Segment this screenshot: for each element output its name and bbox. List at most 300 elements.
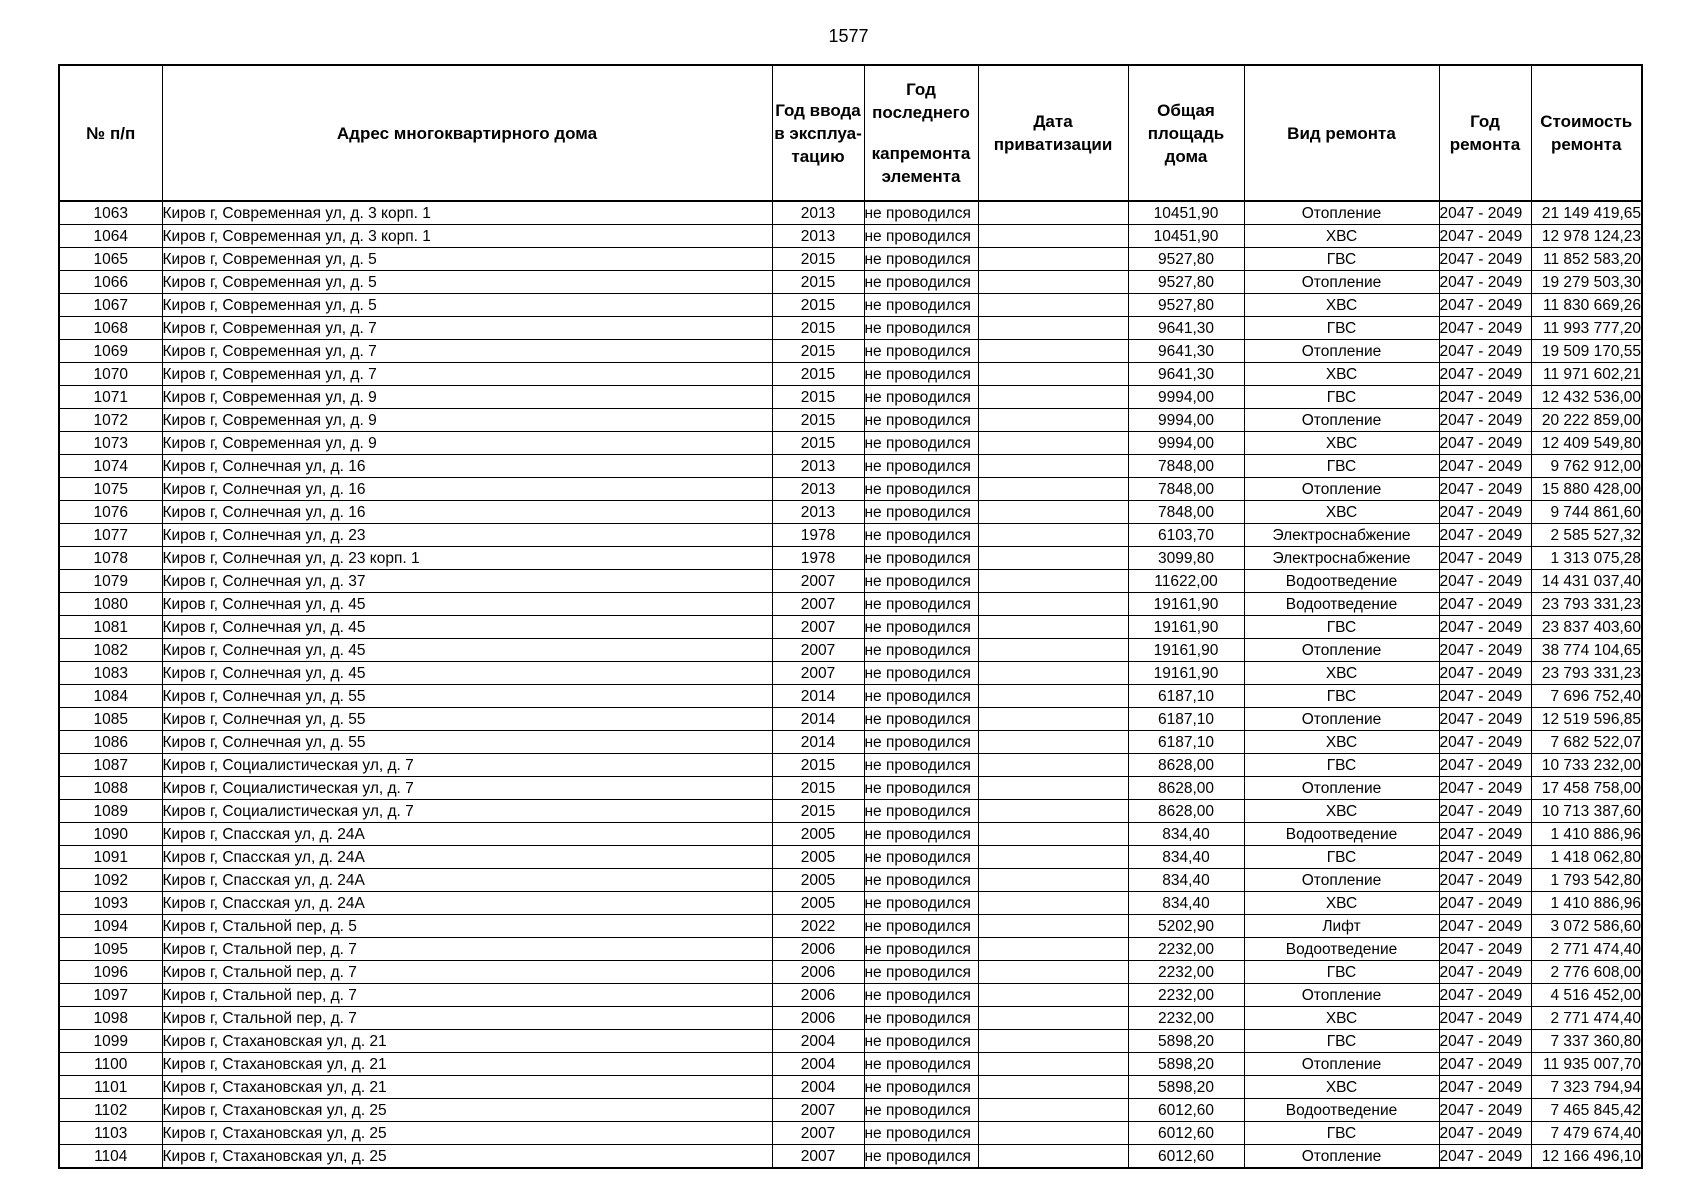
cell-repair-year: 2047 - 2049 (1439, 340, 1531, 363)
cell-area: 834,40 (1128, 869, 1244, 892)
cell-year-built: 2013 (772, 455, 864, 478)
cell-year-built: 2015 (772, 317, 864, 340)
cell-privatization (978, 1007, 1128, 1030)
cell-cost: 38 774 104,65 (1531, 639, 1642, 662)
table-row (59, 363, 1642, 386)
table-row (59, 823, 1642, 846)
cell-area: 8628,00 (1128, 800, 1244, 823)
cell-repair-year: 2047 - 2049 (1439, 823, 1531, 846)
cell-cost: 3 072 586,60 (1531, 915, 1642, 938)
cell-num: 1099 (59, 1030, 162, 1053)
cell-year-built: 2004 (772, 1053, 864, 1076)
cell-repair-type: Отопление (1244, 984, 1439, 1007)
cell-last-repair: не проводился (864, 248, 978, 271)
cell-address: Киров г, Современная ул, д. 9 (162, 386, 772, 409)
header-address: Адрес многоквартирного дома (162, 65, 772, 201)
header-last-repair-line1: Год последнего (872, 80, 970, 122)
cell-last-repair: не проводился (864, 869, 978, 892)
cell-repair-year: 2047 - 2049 (1439, 662, 1531, 685)
cell-address: Киров г, Современная ул, д. 9 (162, 432, 772, 455)
cell-address: Киров г, Современная ул, д. 3 корп. 1 (162, 201, 772, 225)
cell-cost: 12 409 549,80 (1531, 432, 1642, 455)
cell-privatization (978, 409, 1128, 432)
cell-address: Киров г, Современная ул, д. 7 (162, 317, 772, 340)
cell-repair-type: Отопление (1244, 478, 1439, 501)
cell-cost: 11 993 777,20 (1531, 317, 1642, 340)
cell-repair-year: 2047 - 2049 (1439, 754, 1531, 777)
cell-area: 5898,20 (1128, 1076, 1244, 1099)
cell-repair-type: ХВС (1244, 1076, 1439, 1099)
cell-address: Киров г, Стальной пер, д. 7 (162, 984, 772, 1007)
cell-repair-type: ГВС (1244, 846, 1439, 869)
cell-address: Киров г, Солнечная ул, д. 55 (162, 708, 772, 731)
header-row (59, 65, 1642, 201)
cell-last-repair: не проводился (864, 616, 978, 639)
cell-privatization (978, 386, 1128, 409)
cell-repair-year: 2047 - 2049 (1439, 938, 1531, 961)
cell-cost: 12 519 596,85 (1531, 708, 1642, 731)
cell-num: 1104 (59, 1145, 162, 1169)
cell-privatization (978, 201, 1128, 225)
cell-repair-year: 2047 - 2049 (1439, 225, 1531, 248)
cell-address: Киров г, Современная ул, д. 3 корп. 1 (162, 225, 772, 248)
cell-num: 1082 (59, 639, 162, 662)
table-row (59, 892, 1642, 915)
cell-repair-type: ГВС (1244, 685, 1439, 708)
cell-repair-year: 2047 - 2049 (1439, 1030, 1531, 1053)
cell-year-built: 2015 (772, 248, 864, 271)
cell-area: 5898,20 (1128, 1053, 1244, 1076)
cell-cost: 1 410 886,96 (1531, 892, 1642, 915)
cell-last-repair: не проводился (864, 961, 978, 984)
cell-num: 1102 (59, 1099, 162, 1122)
cell-address: Киров г, Стахановская ул, д. 25 (162, 1122, 772, 1145)
cell-last-repair: не проводился (864, 800, 978, 823)
cell-num: 1088 (59, 777, 162, 800)
cell-year-built: 2013 (772, 478, 864, 501)
table-row (59, 1099, 1642, 1122)
cell-area: 834,40 (1128, 892, 1244, 915)
table-row (59, 409, 1642, 432)
cell-area: 6187,10 (1128, 685, 1244, 708)
cell-repair-year: 2047 - 2049 (1439, 800, 1531, 823)
cell-repair-type: Водоотведение (1244, 938, 1439, 961)
table-row (59, 754, 1642, 777)
cell-num: 1090 (59, 823, 162, 846)
cell-privatization (978, 1076, 1128, 1099)
cell-privatization (978, 570, 1128, 593)
page-number: 1577 (828, 26, 869, 46)
cell-num: 1085 (59, 708, 162, 731)
cell-privatization (978, 616, 1128, 639)
cell-repair-year: 2047 - 2049 (1439, 984, 1531, 1007)
cell-year-built: 2006 (772, 961, 864, 984)
cell-area: 8628,00 (1128, 754, 1244, 777)
cell-num: 1072 (59, 409, 162, 432)
header-num: № п/п (59, 65, 162, 201)
cell-year-built: 2007 (772, 593, 864, 616)
cell-cost: 11 830 669,26 (1531, 294, 1642, 317)
cell-repair-year: 2047 - 2049 (1439, 708, 1531, 731)
table-row (59, 593, 1642, 616)
cell-area: 3099,80 (1128, 547, 1244, 570)
cell-num: 1069 (59, 340, 162, 363)
cell-area: 8628,00 (1128, 777, 1244, 800)
cell-privatization (978, 455, 1128, 478)
cell-address: Киров г, Солнечная ул, д. 37 (162, 570, 772, 593)
table-row (59, 547, 1642, 570)
cell-year-built: 2013 (772, 225, 864, 248)
cell-address: Киров г, Современная ул, д. 5 (162, 271, 772, 294)
cell-address: Киров г, Стахановская ул, д. 25 (162, 1145, 772, 1169)
cell-repair-type: Отопление (1244, 869, 1439, 892)
cell-address: Киров г, Солнечная ул, д. 45 (162, 616, 772, 639)
cell-privatization (978, 685, 1128, 708)
cell-area: 10451,90 (1128, 201, 1244, 225)
cell-num: 1076 (59, 501, 162, 524)
cell-privatization (978, 271, 1128, 294)
cell-area: 9641,30 (1128, 363, 1244, 386)
cell-num: 1095 (59, 938, 162, 961)
cell-repair-type: Электроснабжение (1244, 524, 1439, 547)
cell-last-repair: не проводился (864, 455, 978, 478)
cell-address: Киров г, Стальной пер, д. 7 (162, 961, 772, 984)
cell-privatization (978, 1099, 1128, 1122)
cell-privatization (978, 915, 1128, 938)
cell-last-repair: не проводился (864, 201, 978, 225)
cell-year-built: 2007 (772, 639, 864, 662)
cell-address: Киров г, Солнечная ул, д. 23 (162, 524, 772, 547)
cell-address: Киров г, Солнечная ул, д. 16 (162, 455, 772, 478)
cell-year-built: 2015 (772, 754, 864, 777)
header-repair-type: Вид ремонта (1244, 65, 1439, 201)
cell-num: 1080 (59, 593, 162, 616)
cell-cost: 11 971 602,21 (1531, 363, 1642, 386)
cell-privatization (978, 593, 1128, 616)
cell-cost: 1 410 886,96 (1531, 823, 1642, 846)
cell-repair-year: 2047 - 2049 (1439, 892, 1531, 915)
cell-last-repair: не проводился (864, 1099, 978, 1122)
cell-last-repair: не проводился (864, 938, 978, 961)
cell-num: 1081 (59, 616, 162, 639)
cell-area: 6187,10 (1128, 708, 1244, 731)
cell-year-built: 2015 (772, 363, 864, 386)
cell-repair-year: 2047 - 2049 (1439, 386, 1531, 409)
cell-num: 1078 (59, 547, 162, 570)
cell-last-repair: не проводился (864, 777, 978, 800)
cell-address: Киров г, Солнечная ул, д. 16 (162, 478, 772, 501)
cell-num: 1091 (59, 846, 162, 869)
cell-repair-type: ХВС (1244, 662, 1439, 685)
cell-year-built: 2015 (772, 432, 864, 455)
cell-repair-type: ГВС (1244, 317, 1439, 340)
cell-privatization (978, 225, 1128, 248)
table-row (59, 915, 1642, 938)
cell-repair-year: 2047 - 2049 (1439, 317, 1531, 340)
cell-year-built: 2015 (772, 340, 864, 363)
cell-address: Киров г, Солнечная ул, д. 45 (162, 662, 772, 685)
cell-repair-type: ГВС (1244, 1030, 1439, 1053)
cell-last-repair: не проводился (864, 984, 978, 1007)
cell-repair-year: 2047 - 2049 (1439, 501, 1531, 524)
cell-area: 6012,60 (1128, 1145, 1244, 1169)
table-row (59, 961, 1642, 984)
cell-privatization (978, 294, 1128, 317)
table-row (59, 1007, 1642, 1030)
table-row (59, 201, 1642, 225)
cell-repair-year: 2047 - 2049 (1439, 478, 1531, 501)
cell-year-built: 2013 (772, 201, 864, 225)
cell-num: 1064 (59, 225, 162, 248)
cell-num: 1094 (59, 915, 162, 938)
cell-year-built: 2007 (772, 570, 864, 593)
cell-address: Киров г, Современная ул, д. 5 (162, 294, 772, 317)
cell-area: 834,40 (1128, 846, 1244, 869)
cell-area: 9527,80 (1128, 294, 1244, 317)
cell-year-built: 2007 (772, 662, 864, 685)
cell-num: 1100 (59, 1053, 162, 1076)
cell-repair-type: ГВС (1244, 616, 1439, 639)
cell-repair-type: Водоотведение (1244, 1099, 1439, 1122)
cell-privatization (978, 1145, 1128, 1169)
cell-repair-type: ХВС (1244, 432, 1439, 455)
cell-address: Киров г, Социалистическая ул, д. 7 (162, 777, 772, 800)
cell-area: 6012,60 (1128, 1099, 1244, 1122)
cell-last-repair: не проводился (864, 1122, 978, 1145)
cell-cost: 20 222 859,00 (1531, 409, 1642, 432)
header-last-repair-gap (865, 124, 978, 142)
cell-num: 1093 (59, 892, 162, 915)
cell-year-built: 2005 (772, 892, 864, 915)
cell-repair-type: ГВС (1244, 1122, 1439, 1145)
cell-last-repair: не проводился (864, 225, 978, 248)
table-row (59, 731, 1642, 754)
cell-area: 7848,00 (1128, 455, 1244, 478)
cell-address: Киров г, Спасская ул, д. 24А (162, 846, 772, 869)
cell-area: 19161,90 (1128, 639, 1244, 662)
cell-area: 834,40 (1128, 823, 1244, 846)
cell-address: Киров г, Современная ул, д. 7 (162, 363, 772, 386)
cell-privatization (978, 800, 1128, 823)
header-area: Общая площадь дома (1128, 65, 1244, 201)
cell-repair-type: Отопление (1244, 201, 1439, 225)
cell-address: Киров г, Солнечная ул, д. 45 (162, 639, 772, 662)
cell-year-built: 2013 (772, 501, 864, 524)
cell-cost: 14 431 037,40 (1531, 570, 1642, 593)
cell-last-repair: не проводился (864, 731, 978, 754)
cell-num: 1096 (59, 961, 162, 984)
cell-repair-type: ГВС (1244, 754, 1439, 777)
cell-cost: 9 744 861,60 (1531, 501, 1642, 524)
cell-year-built: 2022 (772, 915, 864, 938)
cell-repair-type: Водоотведение (1244, 823, 1439, 846)
cell-num: 1073 (59, 432, 162, 455)
cell-last-repair: не проводился (864, 524, 978, 547)
table-row (59, 570, 1642, 593)
table-row (59, 1030, 1642, 1053)
header-privatization: Дата приватизации (978, 65, 1128, 201)
cell-repair-year: 2047 - 2049 (1439, 1053, 1531, 1076)
cell-cost: 7 465 845,42 (1531, 1099, 1642, 1122)
cell-cost: 12 978 124,23 (1531, 225, 1642, 248)
cell-last-repair: не проводился (864, 593, 978, 616)
cell-cost: 9 762 912,00 (1531, 455, 1642, 478)
cell-year-built: 2005 (772, 846, 864, 869)
table-row (59, 501, 1642, 524)
cell-year-built: 2015 (772, 386, 864, 409)
cell-repair-year: 2047 - 2049 (1439, 915, 1531, 938)
cell-last-repair: не проводился (864, 1053, 978, 1076)
cell-address: Киров г, Стахановская ул, д. 21 (162, 1053, 772, 1076)
cell-last-repair: не проводился (864, 409, 978, 432)
table-row (59, 662, 1642, 685)
cell-num: 1092 (59, 869, 162, 892)
cell-address: Киров г, Современная ул, д. 9 (162, 409, 772, 432)
cell-year-built: 1978 (772, 547, 864, 570)
cell-area: 2232,00 (1128, 984, 1244, 1007)
cell-cost: 23 793 331,23 (1531, 593, 1642, 616)
cell-num: 1075 (59, 478, 162, 501)
cell-cost: 23 793 331,23 (1531, 662, 1642, 685)
cell-repair-type: ГВС (1244, 248, 1439, 271)
cell-repair-year: 2047 - 2049 (1439, 271, 1531, 294)
cell-area: 5898,20 (1128, 1030, 1244, 1053)
cell-repair-type: Водоотведение (1244, 570, 1439, 593)
cell-cost: 7 337 360,80 (1531, 1030, 1642, 1053)
cell-repair-type: ГВС (1244, 386, 1439, 409)
cell-repair-type: ХВС (1244, 892, 1439, 915)
cell-area: 2232,00 (1128, 1007, 1244, 1030)
cell-cost: 7 323 794,94 (1531, 1076, 1642, 1099)
cell-cost: 2 585 527,32 (1531, 524, 1642, 547)
cell-cost: 4 516 452,00 (1531, 984, 1642, 1007)
cell-year-built: 2007 (772, 616, 864, 639)
cell-repair-year: 2047 - 2049 (1439, 616, 1531, 639)
cell-repair-type: ХВС (1244, 363, 1439, 386)
table-row (59, 869, 1642, 892)
cell-year-built: 2015 (772, 777, 864, 800)
cell-address: Киров г, Солнечная ул, д. 16 (162, 501, 772, 524)
cell-year-built: 2005 (772, 869, 864, 892)
cell-repair-type: Отопление (1244, 1053, 1439, 1076)
cell-cost: 23 837 403,60 (1531, 616, 1642, 639)
cell-last-repair: не проводился (864, 1076, 978, 1099)
cell-repair-type: Отопление (1244, 708, 1439, 731)
cell-repair-year: 2047 - 2049 (1439, 524, 1531, 547)
cell-privatization (978, 984, 1128, 1007)
cell-address: Киров г, Социалистическая ул, д. 7 (162, 800, 772, 823)
cell-cost: 7 696 752,40 (1531, 685, 1642, 708)
table-row (59, 524, 1642, 547)
cell-repair-year: 2047 - 2049 (1439, 409, 1531, 432)
cell-area: 7848,00 (1128, 501, 1244, 524)
cell-repair-year: 2047 - 2049 (1439, 777, 1531, 800)
table-row (59, 478, 1642, 501)
cell-num: 1089 (59, 800, 162, 823)
cell-repair-type: Водоотведение (1244, 593, 1439, 616)
cell-last-repair: не проводился (864, 1007, 978, 1030)
table-row (59, 271, 1642, 294)
cell-privatization (978, 317, 1128, 340)
cell-year-built: 2007 (772, 1099, 864, 1122)
cell-last-repair: не проводился (864, 754, 978, 777)
cell-privatization (978, 961, 1128, 984)
cell-num: 1086 (59, 731, 162, 754)
header-cost: Стоимость ремонта (1531, 65, 1642, 201)
cell-repair-year: 2047 - 2049 (1439, 731, 1531, 754)
cell-cost: 11 852 583,20 (1531, 248, 1642, 271)
table-row (59, 1122, 1642, 1145)
cell-privatization (978, 754, 1128, 777)
cell-num: 1071 (59, 386, 162, 409)
cell-repair-type: ХВС (1244, 731, 1439, 754)
cell-address: Киров г, Стахановская ул, д. 25 (162, 1099, 772, 1122)
cell-area: 11622,00 (1128, 570, 1244, 593)
table-row (59, 1145, 1642, 1169)
header-repair-year: Год ремонта (1439, 65, 1531, 201)
cell-last-repair: не проводился (864, 892, 978, 915)
cell-last-repair: не проводился (864, 478, 978, 501)
cell-repair-year: 2047 - 2049 (1439, 1076, 1531, 1099)
table-row (59, 294, 1642, 317)
cell-num: 1074 (59, 455, 162, 478)
cell-repair-year: 2047 - 2049 (1439, 1007, 1531, 1030)
cell-privatization (978, 1053, 1128, 1076)
table-row (59, 800, 1642, 823)
cell-repair-type: Электроснабжение (1244, 547, 1439, 570)
cell-repair-year: 2047 - 2049 (1439, 961, 1531, 984)
table-body (59, 201, 1642, 1168)
cell-area: 5202,90 (1128, 915, 1244, 938)
cell-year-built: 2014 (772, 685, 864, 708)
cell-cost: 1 313 075,28 (1531, 547, 1642, 570)
cell-num: 1097 (59, 984, 162, 1007)
cell-privatization (978, 340, 1128, 363)
table-row (59, 455, 1642, 478)
cell-num: 1067 (59, 294, 162, 317)
table-row (59, 777, 1642, 800)
cell-address: Киров г, Солнечная ул, д. 45 (162, 593, 772, 616)
cell-cost: 21 149 419,65 (1531, 201, 1642, 225)
cell-area: 9527,80 (1128, 271, 1244, 294)
cell-repair-type: Отопление (1244, 271, 1439, 294)
cell-repair-year: 2047 - 2049 (1439, 869, 1531, 892)
table-row (59, 225, 1642, 248)
cell-area: 9994,00 (1128, 409, 1244, 432)
cell-year-built: 1978 (772, 524, 864, 547)
cell-cost: 17 458 758,00 (1531, 777, 1642, 800)
table-row (59, 846, 1642, 869)
cell-repair-year: 2047 - 2049 (1439, 846, 1531, 869)
cell-area: 9641,30 (1128, 340, 1244, 363)
cell-repair-year: 2047 - 2049 (1439, 294, 1531, 317)
cell-cost: 2 771 474,40 (1531, 938, 1642, 961)
cell-num: 1083 (59, 662, 162, 685)
cell-year-built: 2005 (772, 823, 864, 846)
cell-area: 9527,80 (1128, 248, 1244, 271)
cell-last-repair: не проводился (864, 386, 978, 409)
cell-address: Киров г, Солнечная ул, д. 55 (162, 685, 772, 708)
cell-repair-type: Отопление (1244, 340, 1439, 363)
cell-year-built: 2015 (772, 409, 864, 432)
cell-year-built: 2014 (772, 731, 864, 754)
cell-num: 1070 (59, 363, 162, 386)
cell-privatization (978, 777, 1128, 800)
cell-last-repair: не проводился (864, 685, 978, 708)
cell-num: 1066 (59, 271, 162, 294)
table-row (59, 248, 1642, 271)
cell-cost: 1 418 062,80 (1531, 846, 1642, 869)
